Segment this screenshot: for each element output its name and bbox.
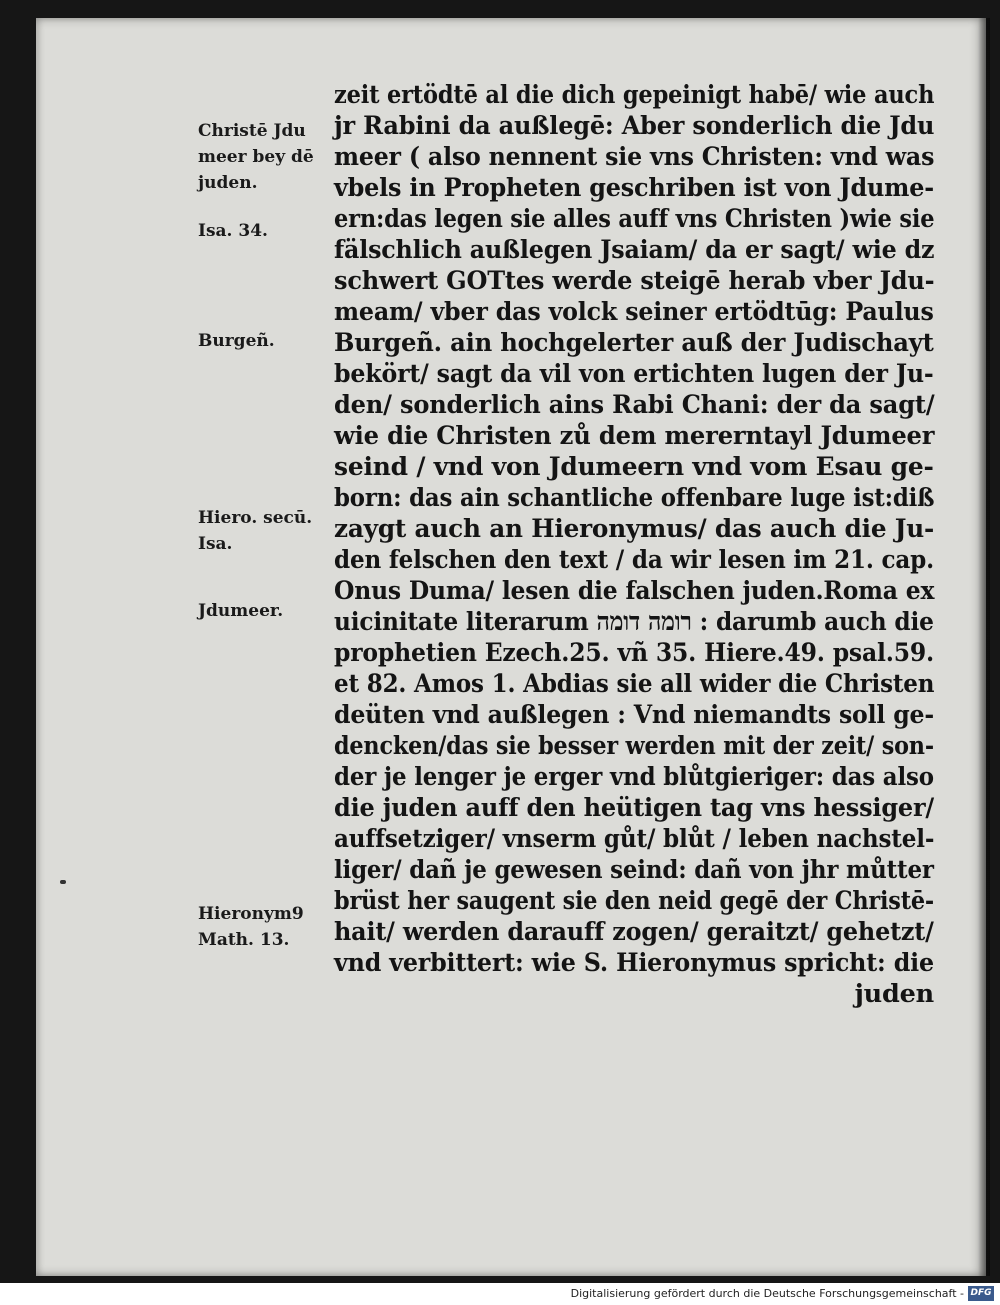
text-line: deüten vnd außlegen : Vnd niemandts soll ge- <box>334 700 934 730</box>
text-line: die juden auff den heütigen tag vns hessiger/ <box>334 793 934 823</box>
text-line: der je lenger je erger vnd blůtgieriger: das also <box>334 762 934 792</box>
margin-note-line: Burgeñ. <box>198 331 275 351</box>
text-line: fälschlich außlegen Jsaiam/ da er sagt/ wie dz <box>334 235 935 265</box>
text-line: zeit ertödtē al die dich gepeinigt habē/ wie auch <box>334 80 935 110</box>
margin-note-line: Christē Jdu <box>198 121 306 141</box>
text-line: seind / vnd von Jdumeern vnd vom Esau ge- <box>334 452 934 482</box>
text-line: bekört/ sagt da vil von ertichten lugen der Ju- <box>334 359 934 389</box>
margin-note-line: Isa. <box>198 534 233 554</box>
text-line: ern:das legen sie alles auff vns Christen )wie sie <box>334 204 935 234</box>
margin-note-line: meer bey dē <box>198 147 314 167</box>
text-line: Onus Duma/ lesen die falschen juden.Roma ex <box>334 576 935 606</box>
text-line: vbels in Propheten geschriben ist von Jdume- <box>334 173 934 203</box>
margin-note-line: Hieronym9 <box>198 904 304 924</box>
text-line: meam/ vber das volck seiner ertödtūg: Paulus <box>334 297 934 327</box>
text-line: hait/ werden darauff zogen/ geraitzt/ gehetzt/ <box>334 917 934 947</box>
margin-note-line: Isa. 34. <box>198 221 268 241</box>
dfg-logo: DFG <box>968 1286 994 1301</box>
text-line: Burgeñ. ain hochgelerter auß der Judischayt <box>334 328 934 358</box>
text-line: schwert GOTtes werde steigē herab vber Jdu- <box>334 266 935 296</box>
text-line: den/ sonderlich ains Rabi Chani: der da sagt/ <box>334 390 935 420</box>
text-line: brüst her saugent sie den neid gegē der Christē- <box>334 886 934 916</box>
margin-note-idumeer <box>198 598 328 624</box>
margin-note-line: Hiero. secū. <box>198 508 313 528</box>
margin-note-christen-idumeer <box>198 118 328 196</box>
digitization-footer <box>0 1283 1000 1305</box>
text-line: zaygt auch an Hieronymus/ das auch die Ju- <box>334 514 935 544</box>
margin-note-line: Jdumeer. <box>198 601 284 621</box>
margin-note-hiero-isa <box>198 505 328 557</box>
text-line: et 82. Amos 1. Abdias sie all wider die Christen <box>334 669 935 699</box>
text-line: meer ( also nennent sie vns Christen: vnd was <box>334 142 935 172</box>
text-line: vnd verbittert: wie S. Hieronymus spricht: die <box>334 948 934 978</box>
text-line: dencken/das sie besser werden mit der zeit/ son- <box>334 731 934 761</box>
catchword: juden <box>854 979 934 1009</box>
margin-note-isa-34 <box>198 218 328 244</box>
text-line: liger/ dañ je gewesen seind: dañ von jhr můtter <box>334 855 934 885</box>
text-line: born: das ain schantliche offenbare luge ist:diß <box>334 483 935 513</box>
ink-speck <box>60 880 66 884</box>
text-line: wie die Christen zů dem mererntayl Jdumeer <box>334 421 935 451</box>
footer-credit-text: Digitalisierung gefördert durch die Deutsche Forschungsgemeinschaft - <box>570 1287 964 1300</box>
text-line: prophetien Ezech.25. vñ 35. Hiere.49. psal.59. <box>334 638 934 668</box>
margin-note-burgen <box>198 328 328 354</box>
margin-note-line: Math. 13. <box>198 930 290 950</box>
body-text-block <box>334 80 934 1010</box>
text-line: auffsetziger/ vnserm gůt/ blůt / leben nachstel- <box>334 824 935 854</box>
book-page <box>36 18 986 1276</box>
text-line: uicinitate literarum רומה דומה : darumb auch die <box>334 607 934 637</box>
margin-note-hieronymus-math <box>198 901 328 953</box>
text-line: den felschen den text / da wir lesen im 21. cap. <box>334 545 935 575</box>
text-line: jr Rabini da außlegē: Aber sonderlich die Jdu <box>334 111 935 141</box>
margin-note-line: juden. <box>198 173 258 193</box>
